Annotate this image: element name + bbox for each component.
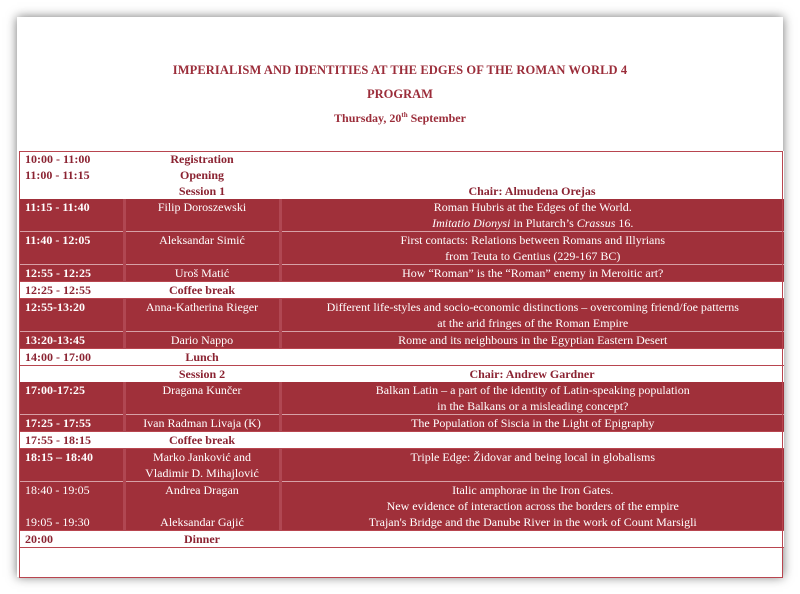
time-cell: 12:55-13:20 [20,299,124,316]
talk-row [20,232,784,249]
talk-row [20,398,784,415]
time-cell: 18:40 - 19:05 [20,482,124,499]
talk-title: Roman Hubris at the Edges of the World. [280,199,784,215]
time-cell: 14:00 - 17:00 [20,349,124,366]
talk-row [20,299,784,316]
session-chair: Chair: Andrew Gardner [280,366,784,383]
speaker-cell: Aleksandar Gajić [124,514,280,531]
talk-title: at the arid fringes of the Roman Empire [280,315,784,332]
time-cell: 17:00-17:25 [20,382,124,398]
speaker-cell: Dario Nappo [124,332,280,349]
talk-title: First contacts: Relations between Romans and Illyrians [280,232,784,249]
time-cell: 11:15 - 11:40 [20,199,124,215]
time-cell: 11:40 - 12:05 [20,232,124,249]
session-row [20,183,784,199]
talk-row [20,514,784,531]
break-row [20,432,784,449]
talk-row [20,248,784,265]
break-row [20,349,784,366]
event-label: Coffee break [124,282,280,299]
break-row [20,531,784,548]
talk-row [20,382,784,398]
talk-title: New evidence of interaction across the borders of the empire [280,498,784,514]
time-cell: 12:25 - 12:55 [20,282,124,299]
conference-title: IMPERIALISM AND IDENTITIES AT THE EDGES OF THE ROMAN WORLD 4 [172,63,628,77]
event-label: Dinner [124,531,280,548]
talk-title: The Population of Siscia in the Light of Epigraphy [280,415,784,432]
event-label: Lunch [124,349,280,366]
talk-row [20,482,784,499]
time-cell: 12:55 - 12:25 [20,265,124,282]
talk-title: How “Roman” is the “Roman” enemy in Meroitic art? [280,265,784,282]
talk-title: Trajan's Bridge and the Danube River in the work of Count Marsigli [280,514,784,531]
session-chair: Chair: Almudena Orejas [280,183,784,199]
speaker-cell: Aleksandar Simić [124,232,280,249]
talk-title: in the Balkans or a misleading concept? [280,398,784,415]
talk-row [20,215,784,232]
speaker-cell: Marko Janković and [124,449,280,466]
speaker-cell: Filip Doroszewski [124,199,280,215]
speaker-cell: Ivan Radman Livaja (K) [124,415,280,432]
talk-title: Triple Edge: Židovar and being local in globalisms [280,449,784,466]
speaker-cell: Uroš Matić [124,265,280,282]
session-label: Session 2 [124,366,280,383]
time-cell: 17:55 - 18:15 [20,432,124,449]
talk-row [20,332,784,349]
schedule-row [20,151,784,167]
schedule-table [20,151,784,548]
talk-row [20,315,784,332]
speaker-cell: Dragana Kunčer [124,382,280,398]
talk-title: Rome and its neighbours in the Egyptian Eastern Desert [280,332,784,349]
talk-title: Imitatio Dionysi in Plutarch’s Crassus 16. [280,215,784,232]
time-cell: 18:15 – 18:40 [20,449,124,466]
break-row [20,282,784,299]
talk-row [20,415,784,432]
time-cell: 20:00 [20,531,124,548]
talk-title: Balkan Latin – a part of the identity of Latin-speaking population [280,382,784,398]
talk-title: Italic amphorae in the Iron Gates. [280,482,784,499]
talk-title: Different life-styles and socio-economic distinctions – overcoming friend/foe patterns [280,299,784,316]
time-cell: 10:00 - 11:00 [20,151,124,167]
session-label: Session 1 [124,183,280,199]
time-cell: 13:20-13:45 [20,332,124,349]
talk-row [20,498,784,514]
speaker-cell: Andrea Dragan [124,482,280,499]
speaker-cell: Anna-Katherina Rieger [124,299,280,316]
speaker-cell: Vladimir D. Mihajlović [124,465,280,482]
talk-row [20,449,784,466]
talk-row [20,199,784,215]
talk-row [20,265,784,282]
program-heading: PROGRAM [367,87,433,101]
time-cell: 19:05 - 19:30 [20,514,124,531]
time-cell: 11:00 - 11:15 [20,167,124,183]
schedule-row [20,167,784,183]
event-label: Coffee break [124,432,280,449]
event-label: Opening [124,167,280,183]
time-cell: 17:25 - 17:55 [20,415,124,432]
session-row [20,366,784,383]
program-date: Thursday, 20th September [334,111,466,125]
talk-row [20,465,784,482]
event-label: Registration [124,151,280,167]
talk-title: from Teuta to Gentius (229-167 BC) [280,248,784,265]
